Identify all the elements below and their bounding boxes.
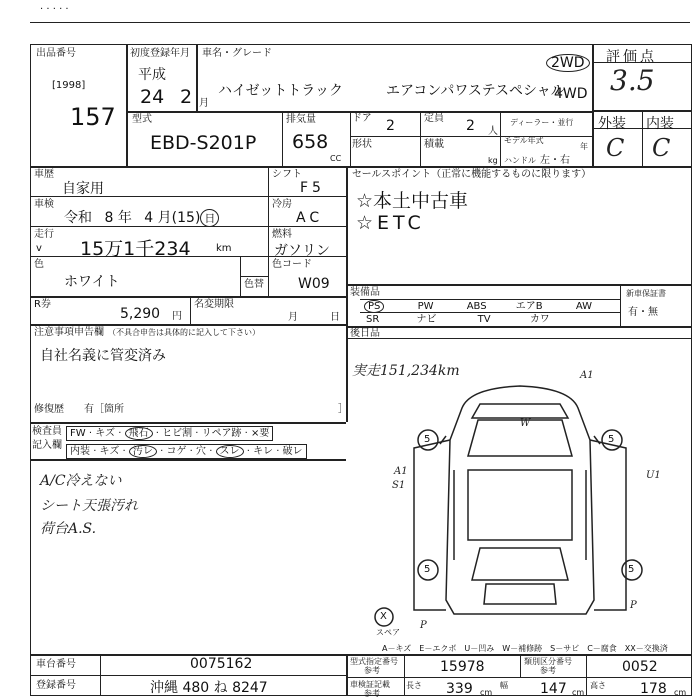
equip-aw: AW <box>575 301 592 312</box>
car-name: ハイゼットトラック <box>218 83 344 99</box>
dims-height-label: 高さ <box>590 681 606 690</box>
color-code-value: W09 <box>298 276 330 292</box>
warranty-label: 新車保証書 <box>626 289 666 298</box>
insp2-wear: スレ <box>216 445 244 458</box>
diagram-a1-top: A1 <box>580 370 594 381</box>
dealer-label: ディーラー・並行 <box>510 118 574 127</box>
mileage-check: v <box>36 243 42 254</box>
inspection-year: 8 <box>104 210 114 226</box>
after-label: 後日品 <box>350 328 380 339</box>
designation-label: 型式指定番号 <box>350 657 398 666</box>
recycle-value: 5,290 <box>120 306 161 322</box>
top-fragment: · · · · · <box>40 4 69 15</box>
repair-end: ］ <box>338 404 348 415</box>
doors-value: 2 <box>386 118 395 134</box>
equip-airbag: エアB <box>515 301 543 312</box>
notes-label: 注意事項申告欄 <box>34 327 104 338</box>
inspection-day-unit: 日 <box>200 209 219 227</box>
insp-scratch: キズ <box>95 428 115 439</box>
exterior-label: 外装 <box>598 116 626 132</box>
mileage-unit: km <box>216 243 232 254</box>
dims-length: 339 <box>446 681 473 697</box>
displacement-unit: CC <box>330 154 342 163</box>
first-reg-era: 平成 <box>138 67 166 83</box>
displacement-value: 658 <box>292 131 329 153</box>
doors-label: ドア <box>352 113 372 124</box>
inspector-interior: 内装 <box>70 446 90 457</box>
handwritten-1: A/C冷えない <box>40 473 122 489</box>
sales-point-line2: ☆ETC <box>356 212 425 234</box>
category-label: 車歴 <box>34 169 54 180</box>
inspection-era: 令和 <box>64 210 92 226</box>
chassis-label: 車台番号 <box>36 659 76 670</box>
notes-sub: （不具合申告は具体的に記入して下さい） <box>108 328 260 337</box>
dims-width-label: 幅 <box>500 681 508 690</box>
ac-value: AC <box>296 210 324 226</box>
chassis-value: 0075162 <box>190 656 253 672</box>
insp-replace: ×要 <box>251 428 270 439</box>
doc-deadline-day: 日 <box>330 312 340 323</box>
model-year-label: モデル年式 <box>504 136 544 145</box>
shift-label: シフト <box>272 169 302 180</box>
ac-label: 冷房 <box>272 199 292 210</box>
shape-label: 形状 <box>352 139 372 150</box>
score-label: 評価点 <box>606 49 657 65</box>
equipment-label: 装備品 <box>350 287 380 298</box>
lot-label: 出品番号 <box>36 48 76 59</box>
doc-deadline-month: 月 <box>288 312 298 323</box>
score-value: 3.5 <box>610 64 655 97</box>
notes-value: 自社名義に管変済み <box>40 348 166 364</box>
first-reg-month-unit: 月 <box>199 98 209 109</box>
insp2-cut: キレ <box>253 446 273 457</box>
dims-sub: 参考 <box>364 689 380 698</box>
designation-value: 15978 <box>440 659 485 675</box>
inspector-fw: FW <box>70 428 86 439</box>
car-grade: エアコンパワステスペシャル <box>386 83 565 99</box>
handwritten-3: 荷台A.S. <box>40 521 97 537</box>
color-label: 色 <box>34 259 44 270</box>
equip-leather: カワ <box>529 314 550 325</box>
inspection-day: 15 <box>177 210 195 226</box>
inspection-date: 令和 8 年 4 月(15) 日 <box>64 207 219 227</box>
dims-label: 車検証記載 <box>350 680 390 689</box>
plate-label: 登録番号 <box>36 680 76 691</box>
model-value: EBD-S201P <box>150 132 257 154</box>
class-sub: 参考 <box>540 666 556 675</box>
diagram-a1-left: A1 <box>394 466 408 477</box>
plate-value: 沖縄 480 ね 8247 <box>150 680 268 696</box>
color-value: ホワイト <box>64 274 120 290</box>
wheel-rr-5: 5 <box>628 564 635 575</box>
wheel-rl-5: 5 <box>424 564 431 575</box>
fuel-label: 燃料 <box>272 229 292 240</box>
insp-repair: リペア跡 <box>201 428 242 439</box>
displacement-label: 排気量 <box>286 114 316 125</box>
equip-ps: PS <box>364 300 384 313</box>
sales-point-label: セールスポイント（正常に機能するものに限ります） <box>352 169 592 180</box>
model-year-unit: 年 <box>580 142 588 151</box>
lot-year: [1998] <box>52 80 86 91</box>
designation-sub: 参考 <box>364 666 380 675</box>
dims-length-label: 長さ <box>406 681 422 690</box>
dims-width-unit: cm <box>572 688 585 697</box>
handle-value: 左・右 <box>540 155 570 166</box>
spare-label: スペア <box>376 628 400 637</box>
category-value: 自家用 <box>62 181 104 197</box>
spare-x: X <box>380 611 387 622</box>
inspection-month: 4 <box>144 210 154 226</box>
equip-navi: ナビ <box>416 314 437 325</box>
diagram-mileage-note: 実走151,234km <box>352 363 460 379</box>
insp2-stain: 汚レ <box>129 445 157 458</box>
class-value: 0052 <box>622 659 658 675</box>
interior-value: C <box>652 134 671 162</box>
model-label: 型式 <box>132 114 152 125</box>
inspection-month-unit: 月 <box>157 210 172 226</box>
class-label: 類別区分番号 <box>524 657 572 666</box>
doc-deadline-label: 名変期限 <box>194 299 234 310</box>
insp2-hole: 穴 <box>196 446 206 457</box>
inspector-label1: 検査員 <box>32 426 62 437</box>
capacity-value: 2 <box>466 118 475 134</box>
mileage-value: 15万1千234 <box>80 238 191 260</box>
dims-height-unit: cm <box>674 688 687 697</box>
handwritten-2: シート天張汚れ <box>40 498 138 514</box>
insp2-scratch: キズ <box>99 446 120 457</box>
load-label: 積載 <box>424 139 444 150</box>
insp-crack: ヒビ割 <box>162 428 193 439</box>
dims-length-unit: cm <box>480 688 493 697</box>
dims-width: 147 <box>540 681 567 697</box>
repair-label: 修復歴 <box>34 404 64 415</box>
drive-4wd: 4WD <box>554 86 588 102</box>
first-reg-year: 24 <box>140 86 165 108</box>
diagram-p-right: P <box>630 600 637 611</box>
first-reg-month: 2 <box>180 86 193 108</box>
mileage-label: 走行 <box>34 229 54 240</box>
legend: A－キズ E－エクボ U－凹み W－補修跡 S－サビ C－腐食 XX－交換済 <box>382 644 668 653</box>
insp2-tear: 破レ <box>282 446 303 457</box>
color-code-label: 色コード <box>272 259 312 270</box>
sales-point-line1: ☆本土中古車 <box>356 190 469 212</box>
wheel-fl-5: 5 <box>424 434 431 445</box>
diagram-w-top: W <box>520 418 531 429</box>
first-reg-label: 初度登録年月 <box>130 48 190 59</box>
capacity-unit: 人 <box>488 126 498 137</box>
exterior-value: C <box>606 134 625 162</box>
equip-tv: TV <box>477 314 491 325</box>
load-unit: kg <box>488 156 498 165</box>
diagram-p-left: P <box>420 620 427 631</box>
equip-sr: SR <box>366 314 380 325</box>
lot-number: 157 <box>70 103 116 131</box>
inspection-label: 車検 <box>34 199 54 210</box>
inspector-row1: FW · キズ · 飛石 · ヒビ割 · リペア跡 · ×要 <box>66 426 273 441</box>
color-change-label: 色替 <box>244 279 264 290</box>
car-name-label: 車名・グレード <box>202 48 272 59</box>
equip-abs: ABS <box>466 301 487 312</box>
inspector-label2: 記入欄 <box>32 440 62 451</box>
capacity-label: 定員 <box>424 113 444 124</box>
diagram-u1-right: U1 <box>646 470 661 481</box>
interior-label: 内装 <box>646 116 674 132</box>
warranty-value: 有・無 <box>628 307 658 318</box>
insp2-burn: コゲ <box>166 446 187 457</box>
recycle-unit: 円 <box>172 311 182 322</box>
recycle-label: R券 <box>34 299 51 310</box>
shift-value: F5 <box>300 180 325 196</box>
fuel-value: ガソリン <box>274 243 330 259</box>
drive-2wd: 2WD <box>546 54 590 72</box>
equip-pw: PW <box>417 301 434 312</box>
inspection-year-unit: 年 <box>117 210 132 226</box>
dims-height: 178 <box>640 681 667 697</box>
diagram-s1-left: S1 <box>392 480 406 491</box>
inspector-row2: 内装 · キズ · 汚レ · コゲ · 穴 · スレ · キレ · 破レ <box>66 444 307 459</box>
repair-value: 有［箇所 <box>84 404 124 415</box>
wheel-fr-5: 5 <box>608 434 615 445</box>
handle-label: ハンドル <box>504 156 536 165</box>
insp-chip: 飛石 <box>125 427 153 440</box>
